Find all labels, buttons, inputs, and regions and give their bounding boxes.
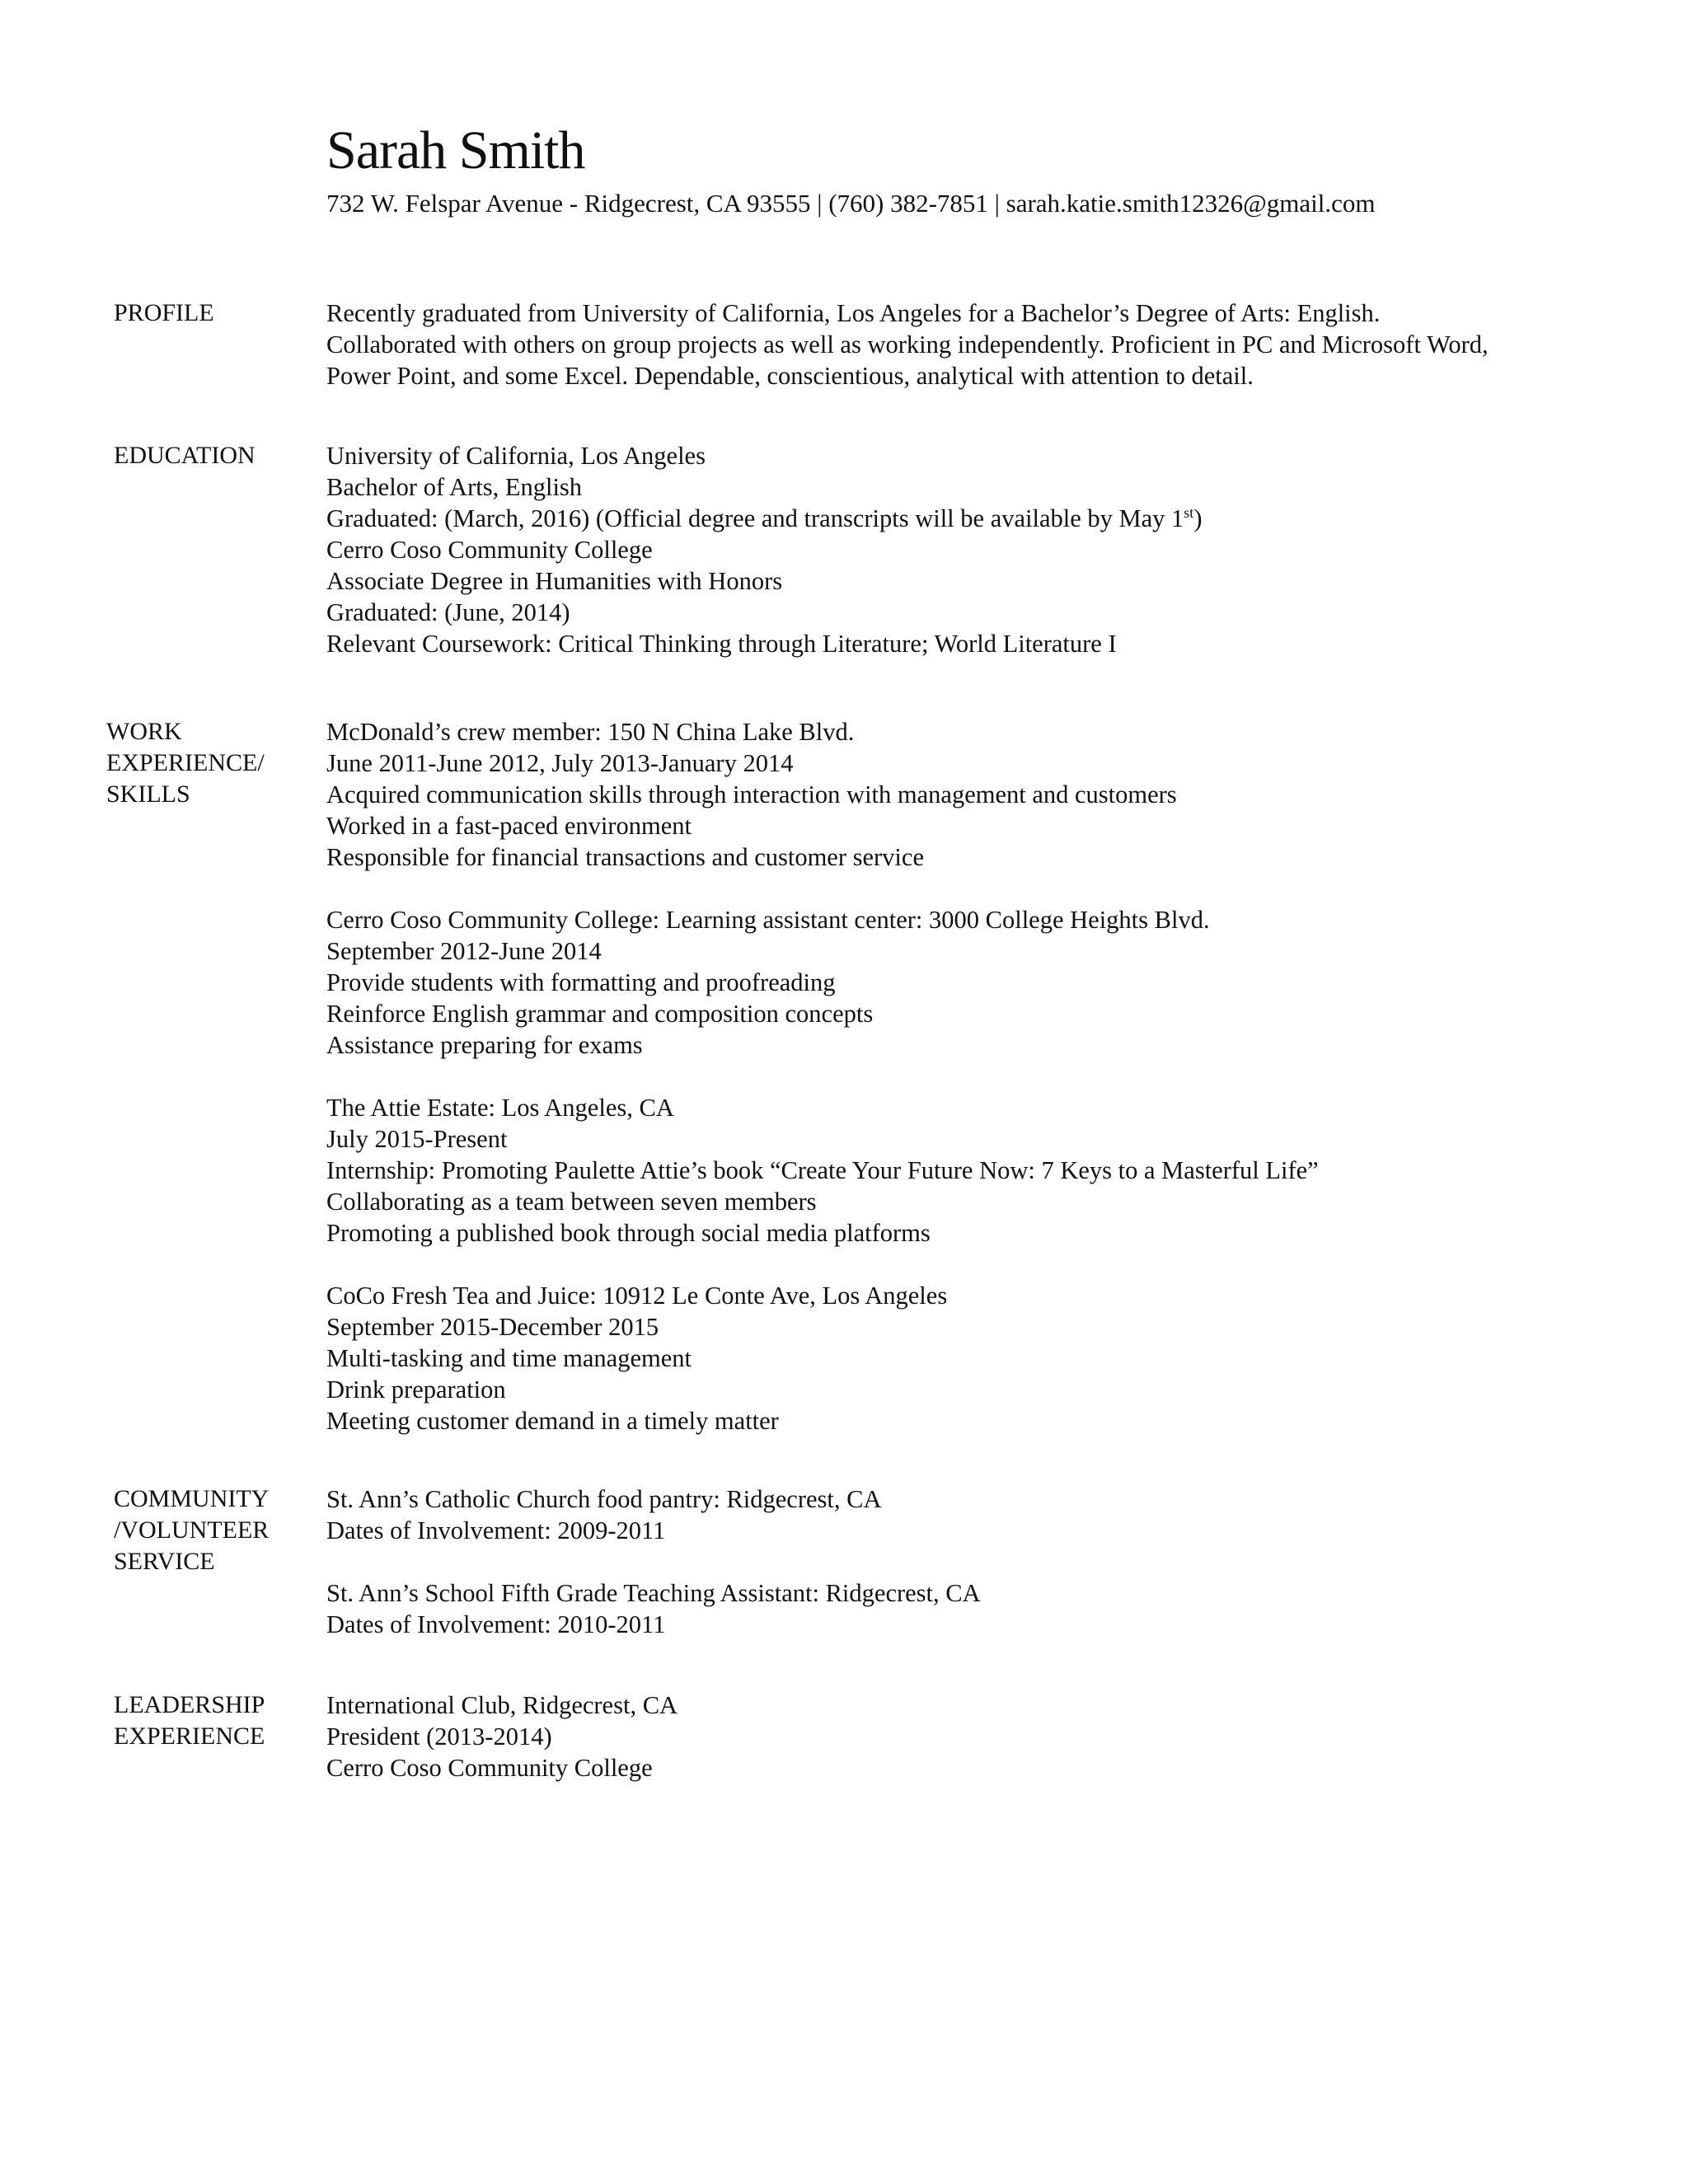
entry-spacer [326, 1546, 981, 1577]
job-line: Promoting a published book through social media platforms [326, 1219, 931, 1247]
job-entry-mcdonalds [326, 716, 1319, 873]
job-line: Drink preparation [326, 1376, 506, 1404]
job-entry-learning-assistant [326, 904, 1319, 1061]
job-line: Worked in a fast-paced environment [326, 812, 692, 840]
job-line: Assistance preparing for exams [326, 1031, 643, 1059]
job-line: Meeting customer demand in a timely matter [326, 1407, 779, 1435]
entry-spacer [326, 873, 1319, 904]
profile-line: Power Point, and some Excel. Dependable, conscientious, analytical with attention to detail. [326, 362, 1254, 390]
education-graduated-text: Graduated: (March, 2016) (Official degree and transcripts will be available by May 1 [326, 504, 1184, 532]
entry-spacer [326, 1249, 1319, 1280]
job-line: July 2015-Present [326, 1125, 508, 1153]
education-line: Relevant Coursework: Critical Thinking through Literature; World Literature I [326, 630, 1117, 658]
job-line: June 2011-June 2012, July 2013-January 2014 [326, 749, 794, 777]
section-body-community-service [326, 1483, 981, 1640]
job-entry-coco-fresh-tea [326, 1280, 1319, 1436]
section-body-work-experience [326, 716, 1319, 1436]
volunteer-entry-teaching-assistant [326, 1577, 981, 1640]
volunteer-line: Dates of Involvement: 2009-2011 [326, 1516, 666, 1544]
education-line: Cerro Coso Community College [326, 536, 653, 564]
education-line: Bachelor of Arts, English [326, 473, 583, 501]
job-line: September 2015-December 2015 [326, 1313, 659, 1341]
section-label-leadership: LEADERSHIP EXPERIENCE [114, 1691, 265, 1750]
education-graduated-line [326, 503, 1202, 534]
applicant-name: Sarah Smith [326, 120, 585, 180]
leadership-line: International Club, Ridgecrest, CA [326, 1691, 678, 1719]
education-line: Associate Degree in Humanities with Honors [326, 567, 783, 595]
profile-line: Recently graduated from University of California, Los Angeles for a Bachelor’s Degree of Arts: English. [326, 299, 1381, 327]
education-line: Graduated: (June, 2014) [326, 598, 570, 626]
leadership-line: Cerro Coso Community College [326, 1754, 653, 1782]
entry-spacer [326, 1061, 1319, 1092]
job-line: Provide students with formatting and proofreading [326, 968, 836, 996]
education-graduated-superscript: st [1184, 504, 1194, 521]
section-body-education [326, 440, 1202, 659]
job-line: Multi-tasking and time management [326, 1344, 692, 1372]
job-line: Acquired communication skills through interaction with management and customers [326, 780, 1177, 808]
section-body-leadership [326, 1690, 678, 1783]
job-line: Internship: Promoting Paulette Attie’s book “Create Your Future Now: 7 Keys to a Masterful Life” [326, 1156, 1319, 1184]
section-body-profile [326, 298, 1489, 391]
leadership-line: President (2013-2014) [326, 1722, 552, 1750]
profile-line: Collaborated with others on group projects as well as working independently. Proficient in PC and Microsoft Word, [326, 330, 1489, 359]
contact-info: 732 W. Felspar Avenue - Ridgecrest, CA 93555 | (760) 382-7851 | sarah.katie.smith12326@gmail.com [326, 189, 1376, 218]
job-line: Responsible for financial transactions and customer service [326, 843, 924, 871]
volunteer-line: Dates of Involvement: 2010-2011 [326, 1610, 666, 1638]
job-line: Reinforce English grammar and composition concepts [326, 1000, 874, 1028]
job-entry-attie-estate [326, 1092, 1319, 1249]
job-line: Cerro Coso Community College: Learning assistant center: 3000 College Heights Blvd. [326, 906, 1210, 934]
education-graduated-close: ) [1193, 504, 1203, 532]
education-line: University of California, Los Angeles [326, 442, 706, 470]
section-label-community-service: COMMUNITY /VOLUNTEER SERVICE [114, 1485, 270, 1575]
section-label-work-experience: WORK EXPERIENCE/ SKILLS [106, 718, 265, 808]
section-label-education: EDUCATION [114, 442, 256, 469]
volunteer-line: St. Ann’s Catholic Church food pantry: Ridgecrest, CA [326, 1485, 882, 1513]
job-line: Collaborating as a team between seven members [326, 1188, 817, 1216]
volunteer-entry-food-pantry [326, 1483, 981, 1546]
job-line: McDonald’s crew member: 150 N China Lake Blvd. [326, 718, 855, 746]
job-line: The Attie Estate: Los Angeles, CA [326, 1094, 674, 1122]
volunteer-line: St. Ann’s School Fifth Grade Teaching Assistant: Ridgecrest, CA [326, 1579, 981, 1607]
section-label-profile: PROFILE [114, 299, 214, 326]
job-line: September 2012-June 2014 [326, 937, 602, 965]
job-line: CoCo Fresh Tea and Juice: 10912 Le Conte Ave, Los Angeles [326, 1282, 948, 1310]
